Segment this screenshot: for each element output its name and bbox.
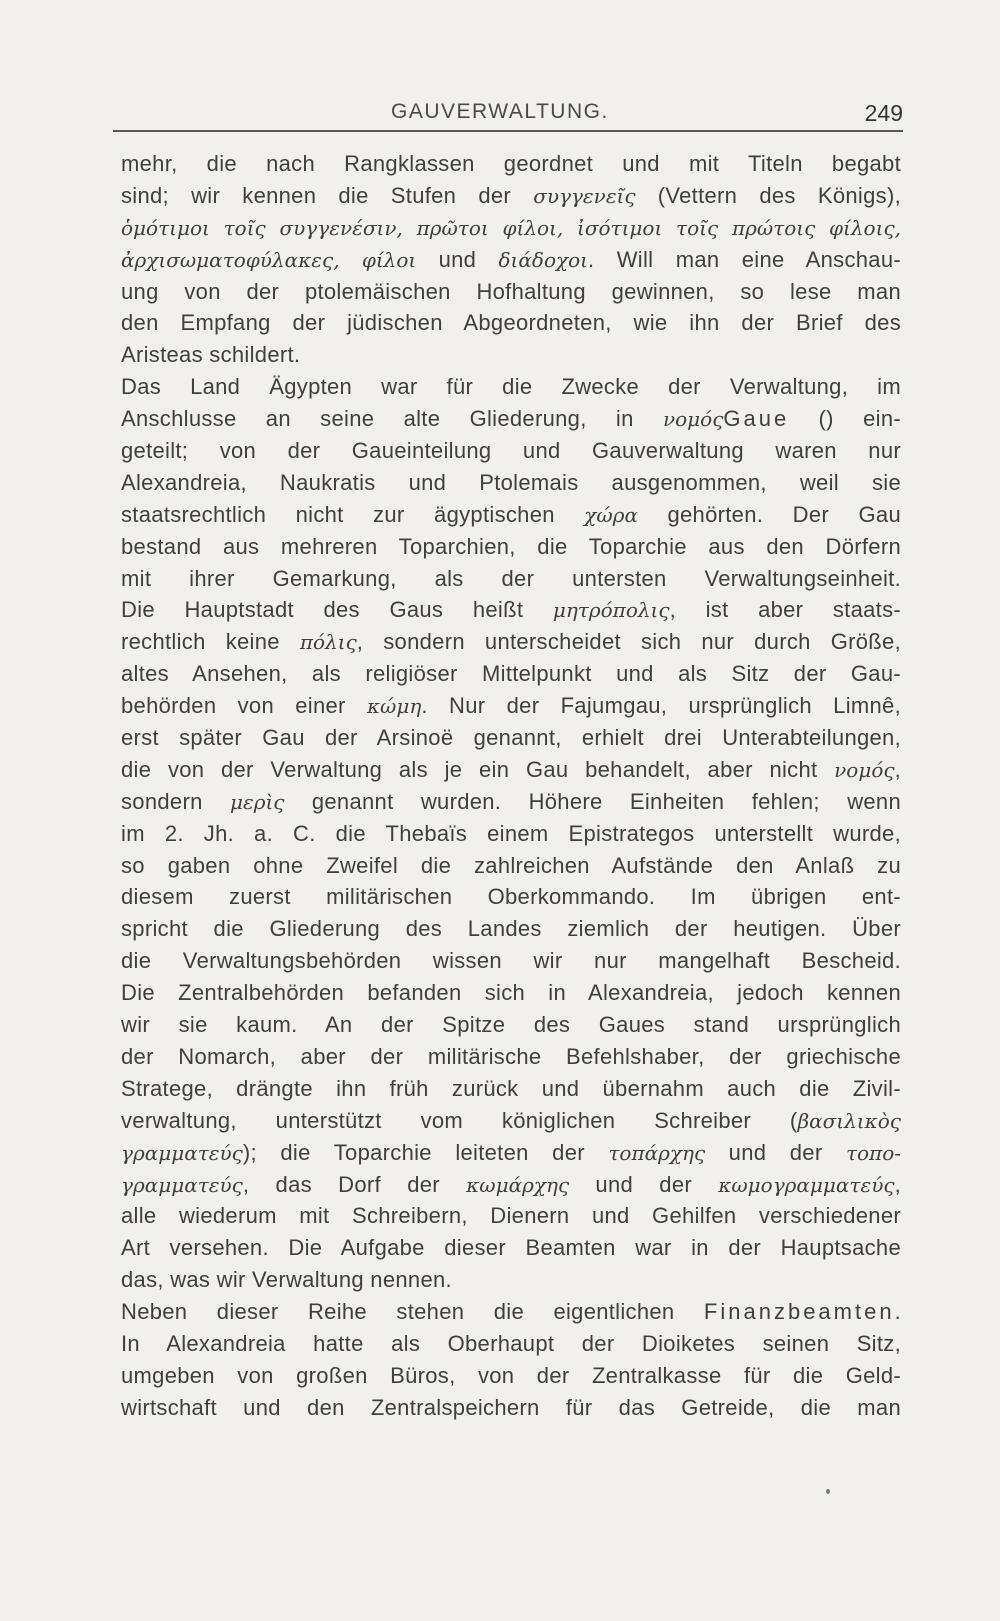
- text-line: [121, 786, 901, 818]
- text-run: ); die Toparchie leiteten der: [242, 1139, 609, 1165]
- body-text: [121, 148, 901, 1424]
- spaced-emphasis: Gaue: [723, 406, 790, 432]
- greek-term: ἀρχισωματοφύλακες, φίλοι: [121, 247, 417, 272]
- text-line: [121, 1041, 901, 1073]
- text-run: das, was wir Verwaltung nennen.: [121, 1267, 452, 1293]
- text-line: [121, 1392, 901, 1424]
- text-run: alle wiederum mit Schreibern, Dienern und Gehilfen verschiedener: [121, 1203, 901, 1229]
- text-run: ) ein-: [826, 406, 901, 432]
- spaced-emphasis: Finanzbeamten: [703, 1299, 895, 1325]
- text-run: , ist aber staats-: [669, 597, 902, 623]
- text-line: [121, 945, 901, 977]
- text-line: [121, 563, 901, 595]
- text-run: und: [416, 246, 499, 272]
- text-run: im 2. Jh. a. C. die Thebaïs einem Epistrategos unterstellt wurde,: [121, 820, 901, 846]
- text-line: [121, 626, 901, 658]
- text-line: [121, 435, 901, 467]
- text-line: [121, 531, 901, 563]
- text-run: den Empfang der jüdischen Abgeordneten, wie ihn der Brief des: [121, 310, 901, 336]
- text-run: , das Dorf der: [242, 1171, 467, 1197]
- text-run: spricht die Gliederung des Landes ziemlich der heutigen. Über: [121, 916, 901, 942]
- text-run: diesem zuerst militärischen Oberkommando. Im übrigen ent-: [121, 884, 901, 910]
- text-run: mehr, die nach Rangklassen geordnet und mit Titeln begabt: [121, 151, 901, 176]
- text-run: und der: [705, 1139, 846, 1165]
- text-run: bestand aus mehreren Toparchien, die Toparchie aus den Dörfern: [121, 533, 901, 559]
- text-run: Das Land Ägypten war für die Zwecke der Verwaltung, im: [121, 374, 901, 400]
- header-rule: [113, 130, 903, 132]
- text-run: verwaltung, unterstützt vom königlichen Schreiber (: [121, 1107, 798, 1133]
- text-run: mit ihrer Gemarkung, als der untersten Verwaltungseinheit.: [121, 565, 901, 591]
- text-line: [121, 690, 901, 722]
- greek-term: κωμάρχης: [466, 1172, 570, 1197]
- greek-term: κωμογραμματεύς: [718, 1172, 895, 1197]
- greek-term: γραμματεύς: [121, 1140, 243, 1165]
- text-line: [121, 403, 901, 435]
- text-line: [121, 1137, 901, 1169]
- text-run: . Will man eine Anschau-: [588, 246, 901, 272]
- text-run: wirtschaft und den Zentralspeichern für das Getreide, die man: [121, 1394, 901, 1420]
- text-run: die Verwaltungsbehörden wissen wir nur mangelhaft Bescheid.: [121, 948, 901, 974]
- text-run: ung von der ptolemäischen Hofhaltung gewinnen, so lese man: [121, 278, 901, 304]
- text-run: altes Ansehen, als religiöser Mittelpunkt und als Sitz der Gau-: [121, 661, 901, 687]
- text-line: [121, 754, 901, 786]
- text-run: Stratege, drängte ihn früh zurück und übernahm auch die Zivil-: [121, 1075, 901, 1101]
- text-line: [121, 1169, 901, 1201]
- text-line: [121, 1296, 901, 1328]
- text-run: Neben dieser Reihe stehen die eigentlichen: [121, 1299, 704, 1325]
- text-run: . Nur der Fajumgau, ursprünglich Limnê,: [421, 693, 901, 719]
- text-run: .: [894, 1299, 901, 1325]
- text-line: [121, 180, 901, 212]
- text-run: , sondern unterscheidet sich nur durch Größe,: [356, 629, 901, 655]
- text-line: [121, 594, 901, 626]
- greek-term: χώρα: [584, 502, 638, 527]
- text-run: Art versehen. Die Aufgabe dieser Beamten war in der Hauptsache: [121, 1235, 901, 1261]
- text-line: [121, 1264, 901, 1296]
- text-line: [121, 818, 901, 850]
- text-line: [121, 339, 901, 371]
- text-line: [121, 1200, 901, 1232]
- text-run: so gaben ohne Zweifel die zahlreichen Aufstände den Anlaß zu: [121, 852, 901, 878]
- greek-term: μερὶς: [229, 789, 285, 814]
- text-run: Die Hauptstadt des Gaus heißt: [121, 597, 553, 623]
- greek-term: πόλις: [299, 630, 357, 655]
- text-run: sind; wir kennen die Stufen der: [121, 182, 534, 208]
- text-line: [121, 148, 901, 180]
- text-line: [121, 1328, 901, 1360]
- greek-term: συγγενεῖς: [533, 183, 636, 208]
- greek-term: βασιλικὸς: [797, 1108, 901, 1133]
- text-run: (: [789, 406, 827, 432]
- greek-term: τοπάρχης: [608, 1140, 706, 1165]
- text-line: [121, 499, 901, 531]
- text-line: [121, 1073, 901, 1105]
- greek-term: τοπο-: [845, 1140, 901, 1165]
- text-run: Alexandreia, Naukratis und Ptolemais ausgenommen, weil sie: [121, 469, 901, 495]
- greek-term: μητρόπολις: [552, 598, 670, 623]
- text-line: [121, 1105, 901, 1137]
- text-run: der Nomarch, aber der militärische Befehlshaber, der griechische: [121, 1043, 901, 1069]
- greek-term: ὁμότιμοι τοῖς συγγενέσιν, πρῶτοι φίλοι, ἰσότιμοι τοῖς πρώτοις φίλοις,: [121, 215, 901, 240]
- greek-term: νομός: [662, 407, 724, 432]
- text-run: geteilt; von der Gaueinteilung und Gauverwaltung waren nur: [121, 438, 901, 464]
- greek-term: κώμη: [366, 694, 422, 719]
- text-line: [121, 244, 901, 276]
- text-line: [121, 881, 901, 913]
- text-line: [121, 658, 901, 690]
- text-line: [121, 722, 901, 754]
- text-run: rechtlich keine: [121, 629, 300, 655]
- text-line: [121, 977, 901, 1009]
- text-line: [121, 1009, 901, 1041]
- greek-term: γραμματεύς: [121, 1172, 243, 1197]
- greek-term: διάδοχοι: [498, 247, 588, 272]
- text-run: Aristeas schildert.: [121, 342, 301, 368]
- text-run: (Vettern des Königs),: [635, 182, 901, 208]
- running-head: GAUVERWALTUNG.: [391, 100, 609, 123]
- text-run: genannt wurden. Höhere Einheiten fehlen; wenn: [284, 788, 901, 814]
- text-run: sondern: [121, 788, 230, 814]
- text-line: [121, 371, 901, 403]
- text-line: [121, 212, 901, 244]
- text-run: staatsrechtlich nicht zur ägyptischen: [121, 501, 585, 527]
- page-header: [113, 100, 903, 132]
- print-speck: [826, 1489, 830, 1494]
- text-run: wir sie kaum. An der Spitze des Gaues stand ursprünglich: [121, 1012, 901, 1038]
- text-line: [121, 913, 901, 945]
- text-run: ,: [894, 1171, 901, 1197]
- text-line: [121, 276, 901, 308]
- text-run: gehörten. Der Gau: [637, 501, 901, 527]
- text-line: [121, 1232, 901, 1264]
- text-run: umgeben von großen Büros, von der Zentralkasse für die Geld-: [121, 1362, 901, 1388]
- text-run: ,: [894, 756, 901, 782]
- text-line: [121, 467, 901, 499]
- text-run: die von der Verwaltung als je ein Gau behandelt, aber nicht: [121, 756, 835, 782]
- text-run: und der: [569, 1171, 719, 1197]
- text-line: [121, 307, 901, 339]
- page-number: 249: [864, 100, 903, 126]
- text-run: Anschlusse an seine alte Gliederung, in: [121, 406, 663, 432]
- text-line: [121, 850, 901, 882]
- text-run: Die Zentralbehörden befanden sich in Alexandreia, jedoch kennen: [121, 980, 901, 1006]
- greek-term: νομός: [834, 757, 895, 782]
- text-run: erst später Gau der Arsinoë genannt, erhielt drei Unterabteilungen,: [121, 725, 901, 751]
- text-run: In Alexandreia hatte als Oberhaupt der Dioiketes seinen Sitz,: [121, 1330, 901, 1356]
- text-line: [121, 1360, 901, 1392]
- text-run: behörden von einer: [121, 693, 367, 719]
